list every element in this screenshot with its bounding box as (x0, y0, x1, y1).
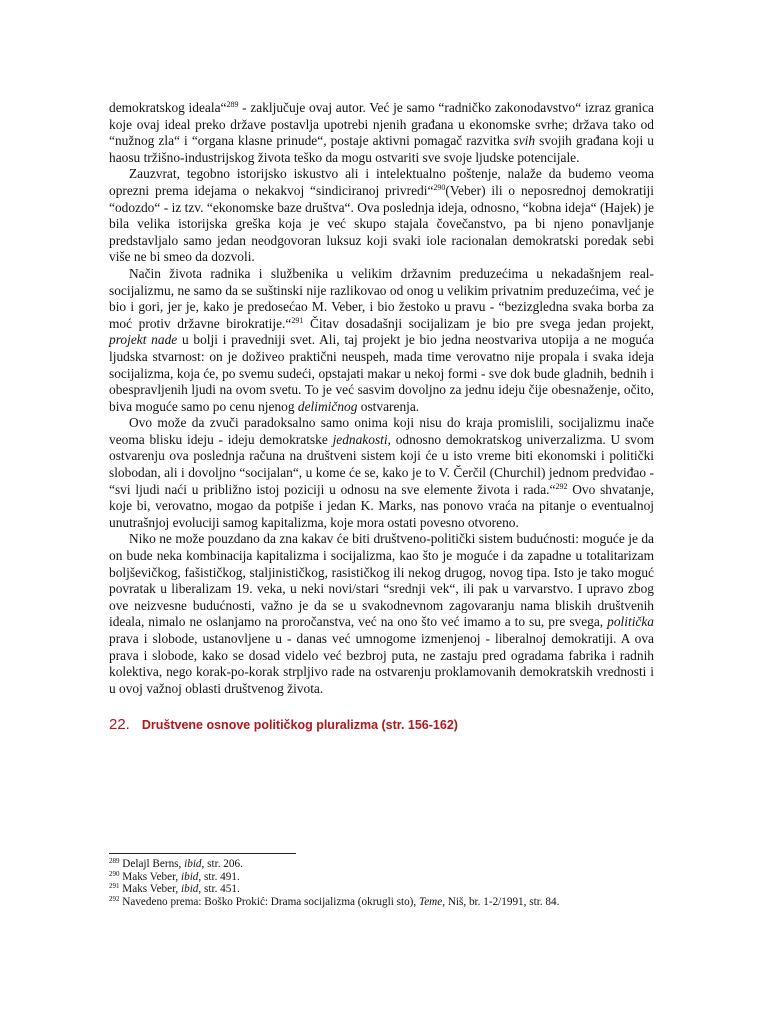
text-run: Maks Veber, (119, 883, 181, 896)
section-title: Društvene osnove političkog pluralizma (str. 156-162) (141, 718, 458, 733)
text-run: Ovo može da zvuči paradoksalno samo onima koji nisu do kraja promislili, socijalizmu inače veoma blisku ideju - ideju demokratske (109, 415, 654, 447)
footnote (109, 883, 654, 896)
section-number: 22. (109, 716, 130, 734)
text-run: , str. 451. (198, 883, 240, 896)
text-run: , odnosno demokratskog univerzalizma. U svom ostvarenju ova poslednja računa na društveni sistem koji će u isto vreme biti ekonomski i politički slobodan, ali i dovoljno “socijalan“, u kome će se, kako je to V. Čerčil (Churchil) jednom predviđao - “svi ljudi naći u približno istoj poziciji u odnosu na sve elemente života i rada.“ (109, 431, 654, 497)
emphasis-text: delimičnog (297, 398, 358, 414)
emphasis-text: ibid (181, 883, 199, 896)
footnote (109, 871, 654, 884)
text-run: prava i slobode, ustanovljene u - danas već umnogome izmenjenoj - liberalnoj demokratiji. A ova prava i slobode, kako se dosad videlo već bezbroj puta, ne zastaju pred ogradama fabrika i radnih kolektiva, nego korak-po-korak strpljivo rade na ostvarenju proklamovanih demokratskih vrednosti i u ovoj važnoj oblasti društvenog života. (109, 631, 654, 696)
emphasis-text: ibid (184, 858, 202, 870)
text-run: demokratskog ideala“ (109, 100, 227, 115)
footnotes (109, 858, 654, 908)
footnote (109, 896, 654, 909)
footnote-ref: 290 (109, 869, 120, 878)
text-run: u bolji i pravedniji svet. Ali, taj projekt je bio jedna neostvariva utopija a ne moguća ljudska stvarnost: on je doživeo praktični neuspeh, mada time verovatno nije propala i svaka ideja socijalizma, koja će, po svemu sudeći, opstajati makar u nekoj formi - sve dok bude gladnih, bednih i obespravljenih ljudi na ovom svetu. To je već sasvim dovoljno za jednu ideju čije obesnaženje, očito, biva moguće samo po cenu njenog (109, 332, 654, 414)
text-run: Delajl Berns, (119, 858, 185, 870)
text-run: Ovo shvatanje, koje bi, verovatno, mogao da potpiše i jedan K. Marks, nas ponovo vraća na pitanje o eventualnoj unutrašnjoj evoluciji samog kapitalizma, koje mora ostati povesno otvoreno. (109, 481, 655, 530)
footnote-ref: 290 (433, 182, 446, 192)
body-paragraph (109, 415, 654, 531)
body-paragraph (109, 100, 654, 166)
text-run: Čitav dosadašnji socijalizam je bio pre svega jedan projekt, (303, 315, 654, 331)
text-run: , str. 491. (198, 870, 240, 883)
text-run: , Niš, br. 1-2/1991, str. 84. (442, 895, 560, 908)
footnote-ref: 291 (109, 882, 120, 891)
text-run: Način života radnika i službenika u velikim državnim preduzećima u nekadašnjem real-socijalizmu, ne samo da se suštinski nije razlikovao od onog u velikim privatnim preduzećima, već je bio i gori, jer je, kako je predosećao M. Veber, i bio žestoko u pravu - “bezizgledna svaka borba za moć protiv državne birokratije.“ (109, 265, 654, 331)
text-run: ostvarenja. (357, 398, 420, 414)
text-run: svojih građana koji u haosu tržišno-industrijskog života teško da mogu ostvariti sve svoje ljudske potencijale. (109, 133, 654, 165)
body-paragraph (109, 266, 654, 415)
body-paragraph (109, 531, 654, 697)
emphasis-text: jednakosti (332, 431, 388, 447)
emphasis-text: Teme (419, 895, 443, 908)
emphasis-text: svih (513, 133, 536, 149)
body-text (109, 100, 654, 697)
footnote (109, 858, 654, 871)
text-run: Navedeno prema: Boško Prokić: Drama socijalizma (okrugli sto), (119, 895, 420, 908)
text-run: Niko ne može pouzdano da zna kakav će biti društveno-politički sistem budućnosti: moguće je da on bude neka kombinacija kapitalizma i socijalizma, kao što je moguće i da zapadne u totalitarizam boljševičkog, fašističkog, staljinističkog, rasističkog ili nekog drugog, novog tipa. Isto je tako moguć povratak u liberalizam 19. veka, u neki novi/stari “srednji vek“, ili pak u varvarstvo. I upravo zbog ove neizvesne budućnosti, važno je da se u svakodnevnom zagovaranju nama bliskih društvenih ideala, nimalo ne oslanjamo na proročanstva, već na ono što već imamo a to su, pre svega, (109, 531, 654, 630)
section-heading (109, 717, 654, 734)
text-run: , str. 206. (201, 858, 243, 870)
emphasis-text: ibid (181, 870, 199, 883)
text-run: (Veber) ili o neposrednoj demokratiji “odozdo“ - iz tzv. “ekonomske baze društva“. Ova poslednja ideja, odnosno, “kobna ideja“ (Hajek) je bila velika istorijska greška koja je već skupo stajala čovečanstvo, pa bi njeno ponavljanje predstavljalo samo jedan neodgovoran luksuz koji svaki iole racionalan demokratski poredak sebi više ne bi smeo da dozvoli. (109, 182, 654, 265)
emphasis-text: politička (607, 614, 654, 630)
footnote-ref: 292 (109, 894, 120, 903)
body-paragraph (109, 166, 654, 266)
page-body (109, 100, 654, 734)
footnote-ref: 292 (555, 481, 568, 491)
footnote-ref: 289 (226, 100, 239, 109)
emphasis-text: projekt nade (109, 332, 178, 348)
text-run: Maks Veber, (119, 870, 181, 883)
text-run: Zauzvrat, tegobno istorijsko iskustvo ali i intelektualno poštenje, nalaže da budemo veoma oprezni prema idejama o nekakvoj “sindiciranoj privredi“ (109, 166, 654, 198)
text-run: - zaključuje ovaj autor. Već je samo “radničko zakonodavstvo“ izraz granica koje ovaj ideal preko države postavlja upotrebi njenih građana u ekonomske svrhe; država tako od “nužnog zla“ i “organa klasne prinude“, postaje aktivni pomagač razvitka (109, 100, 654, 149)
footnote-ref: 291 (291, 315, 304, 325)
footnote-separator (109, 853, 296, 854)
footnote-ref: 289 (109, 857, 120, 865)
